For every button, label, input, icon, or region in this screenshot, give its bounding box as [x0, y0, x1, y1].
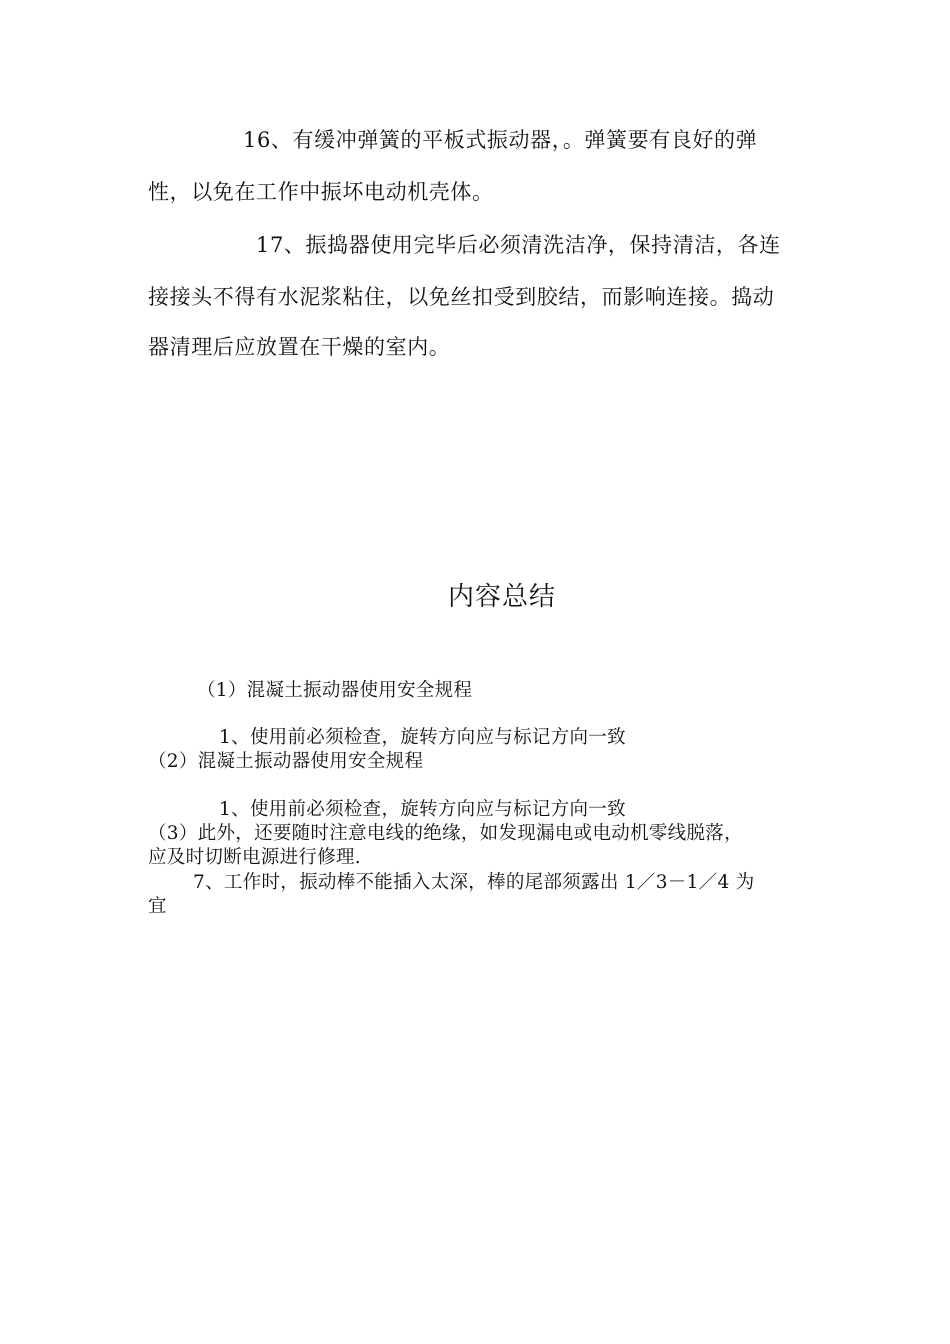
para16-line2: 性，以免在工作中振坏电动机壳体。	[148, 180, 494, 204]
summary-item2-heading: （2）混凝土振动器使用安全规程	[148, 751, 424, 772]
para17-line3: 器清理后应放置在干燥的室内。	[148, 335, 451, 359]
summary-item1-heading: （1）混凝土振动器使用安全规程	[197, 680, 473, 701]
summary-item4-line2: 宜	[148, 896, 167, 917]
summary-item1-detail: 1、使用前必须检查，旋转方向应与标记方向一致	[219, 727, 626, 748]
summary-item4-line1: 7、工作时，振动棒不能插入太深，棒的尾部须露出 1／3－1／4 为	[193, 872, 755, 893]
para17-line1: 17、振捣器使用完毕后必须清洗洁净，保持清洁，各连	[256, 233, 781, 257]
para17-line2: 接接头不得有水泥浆粘住，以免丝扣受到胶结，而影响连接。捣动	[148, 285, 775, 309]
summary-title: 内容总结	[448, 582, 557, 612]
summary-item3-line2: 应及时切断电源进行修理.	[148, 847, 361, 868]
para16-line1: 16、有缓冲弹簧的平板式振动器，。弹簧要有良好的弹	[243, 128, 758, 152]
summary-item2-detail: 1、使用前必须检查，旋转方向应与标记方向一致	[219, 799, 626, 820]
summary-item3-line1: （3）此外，还要随时注意电线的绝缘，如发现漏电或电动机零线脱落，	[148, 823, 743, 844]
